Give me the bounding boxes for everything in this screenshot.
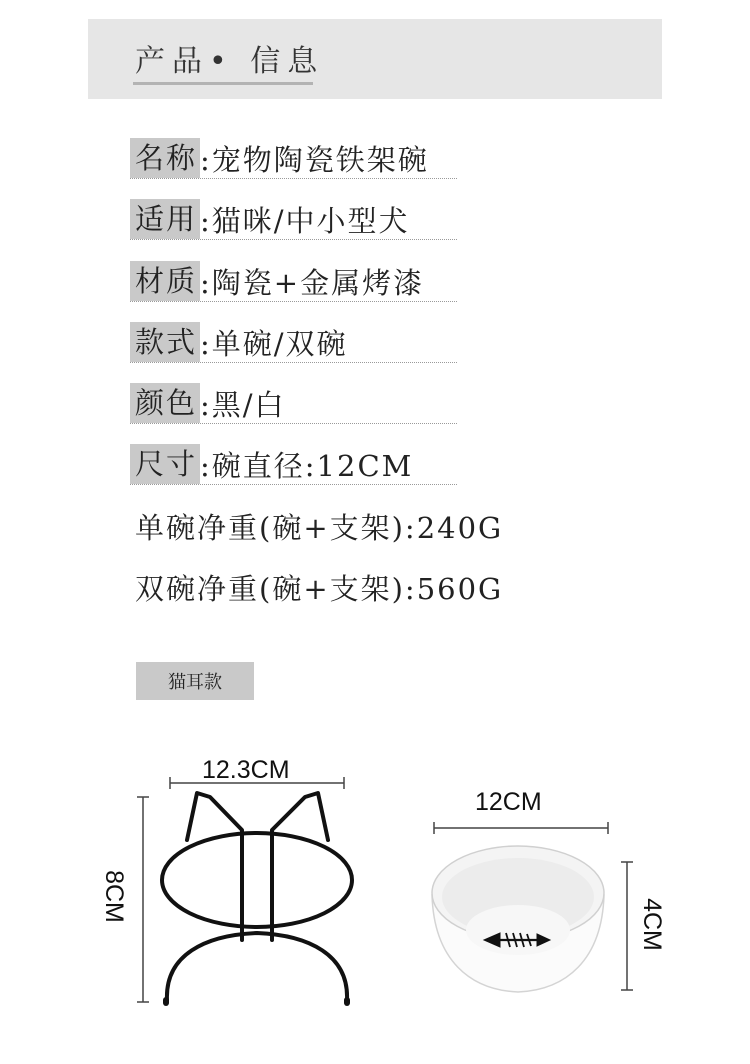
spec-value: :碗直径:12CM (200, 448, 414, 483)
bowl-width-dimension (434, 822, 608, 834)
weight-double: 双碗净重(碗+支架):560G (135, 572, 504, 606)
stand-height-dimension (137, 797, 149, 1002)
spec-label: 款式 (130, 322, 200, 362)
spec-value: :猫咪/中小型犬 (200, 203, 410, 238)
spec-label: 尺寸 (130, 444, 200, 484)
spec-value: :陶瓷+金属烤漆 (200, 265, 425, 300)
ceramic-bowl (432, 846, 604, 992)
spec-label: 适用 (130, 199, 200, 239)
spec-value: :单碗/双碗 (200, 326, 348, 361)
variant-tag: 猫耳款 (136, 662, 254, 700)
bowl-width-label: 12CM (475, 788, 542, 816)
bowl-height-label: 4CM (637, 898, 666, 951)
spec-label: 颜色 (130, 383, 200, 423)
section-title: 产品• 信息 (135, 44, 325, 79)
bowl-height-dimension (621, 862, 633, 990)
spec-value: :宠物陶瓷铁架碗 (200, 142, 429, 177)
cat-ear-stand (162, 793, 352, 1003)
spec-label: 材质 (130, 261, 200, 301)
stand-width-label: 12.3CM (202, 756, 290, 784)
weight-single: 单碗净重(碗+支架):240G (135, 511, 504, 545)
spec-value: :黑/白 (200, 387, 286, 422)
stand-height-label: 8CM (99, 870, 128, 923)
spec-label: 名称 (130, 138, 200, 178)
